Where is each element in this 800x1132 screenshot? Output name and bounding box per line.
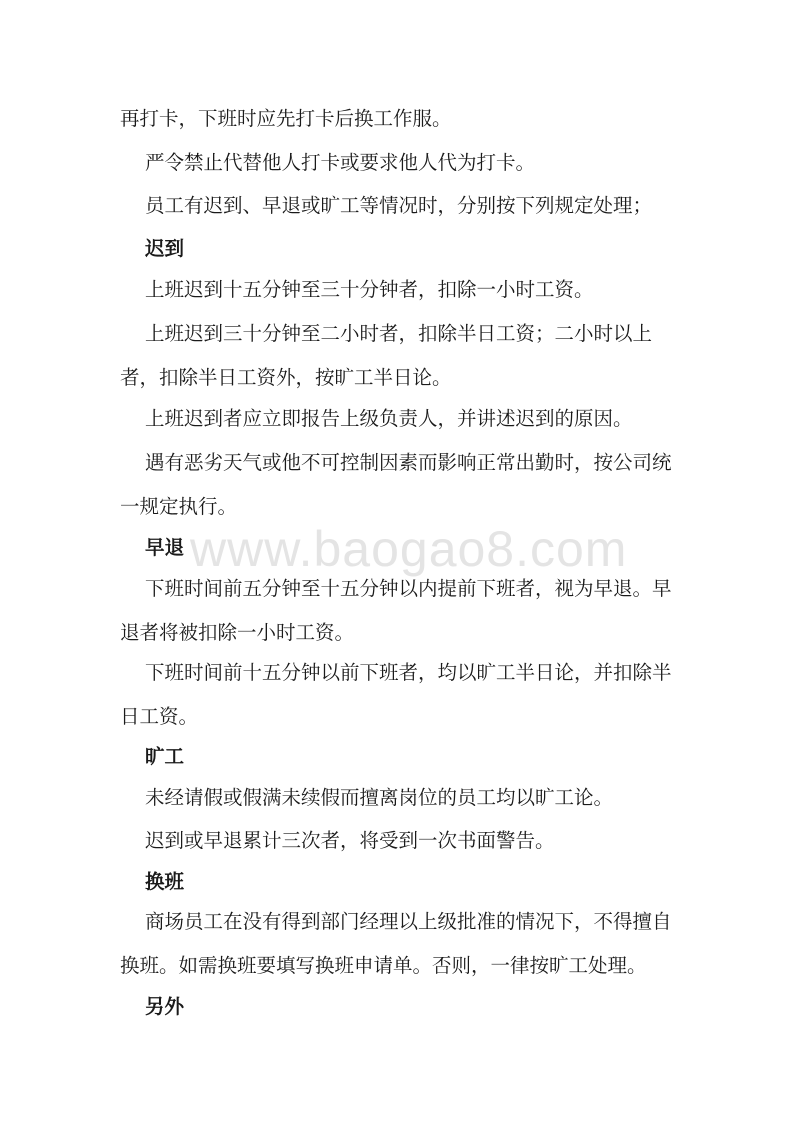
heading-other: 另外 bbox=[145, 995, 185, 1018]
paragraph-early-over-15: 下班时间前十五分钟以前下班者，均以旷工半日论，并扣除半日工资。 bbox=[120, 661, 672, 728]
heading-absence: 旷工 bbox=[145, 745, 185, 768]
paragraph-written-warning: 迟到或早退累计三次者，将受到一次书面警告。 bbox=[145, 829, 555, 852]
paragraph-late-30-120: 上班迟到三十分钟至二小时者，扣除半日工资；二小时以上者，扣除半日工资外，按旷工半日论。 bbox=[120, 322, 653, 389]
heading-late: 迟到 bbox=[145, 237, 185, 260]
watermark: www.baogao8.com bbox=[190, 521, 628, 577]
paragraph-clock-in-continued: 再打卡，下班时应先打卡后换工作服。 bbox=[120, 107, 452, 130]
paragraph-shift-change-rule: 商场员工在没有得到部门经理以上级批准的情况下，不得擅自换班。如需换班要填写换班申请单。否则，一律按旷工处理。 bbox=[120, 910, 672, 977]
heading-shift-change: 换班 bbox=[145, 870, 185, 893]
paragraph-bad-weather: 遇有恶劣天气或他不可控制因素而影响正常出勤时，按公司统一规定执行。 bbox=[120, 451, 672, 518]
paragraph-absence-rule: 未经请假或假满未续假而擅离岗位的员工均以旷工论。 bbox=[145, 786, 614, 809]
paragraph-late-15-30: 上班迟到十五分钟至三十分钟者，扣除一小时工资。 bbox=[145, 278, 594, 301]
paragraph-rules-intro: 员工有迟到、早退或旷工等情况时，分别按下列规定处理； bbox=[145, 194, 653, 217]
paragraph-late-report: 上班迟到者应立即报告上级负责人，并讲述迟到的原因。 bbox=[145, 407, 633, 430]
heading-early-leave: 早退 bbox=[145, 536, 185, 559]
paragraph-no-proxy-clock-in: 严令禁止代替他人打卡或要求他人代为打卡。 bbox=[145, 151, 536, 174]
paragraph-early-5-15: 下班时间前五分钟至十五分钟以内提前下班者，视为早退。早退者将被扣除一小时工资。 bbox=[120, 577, 672, 644]
